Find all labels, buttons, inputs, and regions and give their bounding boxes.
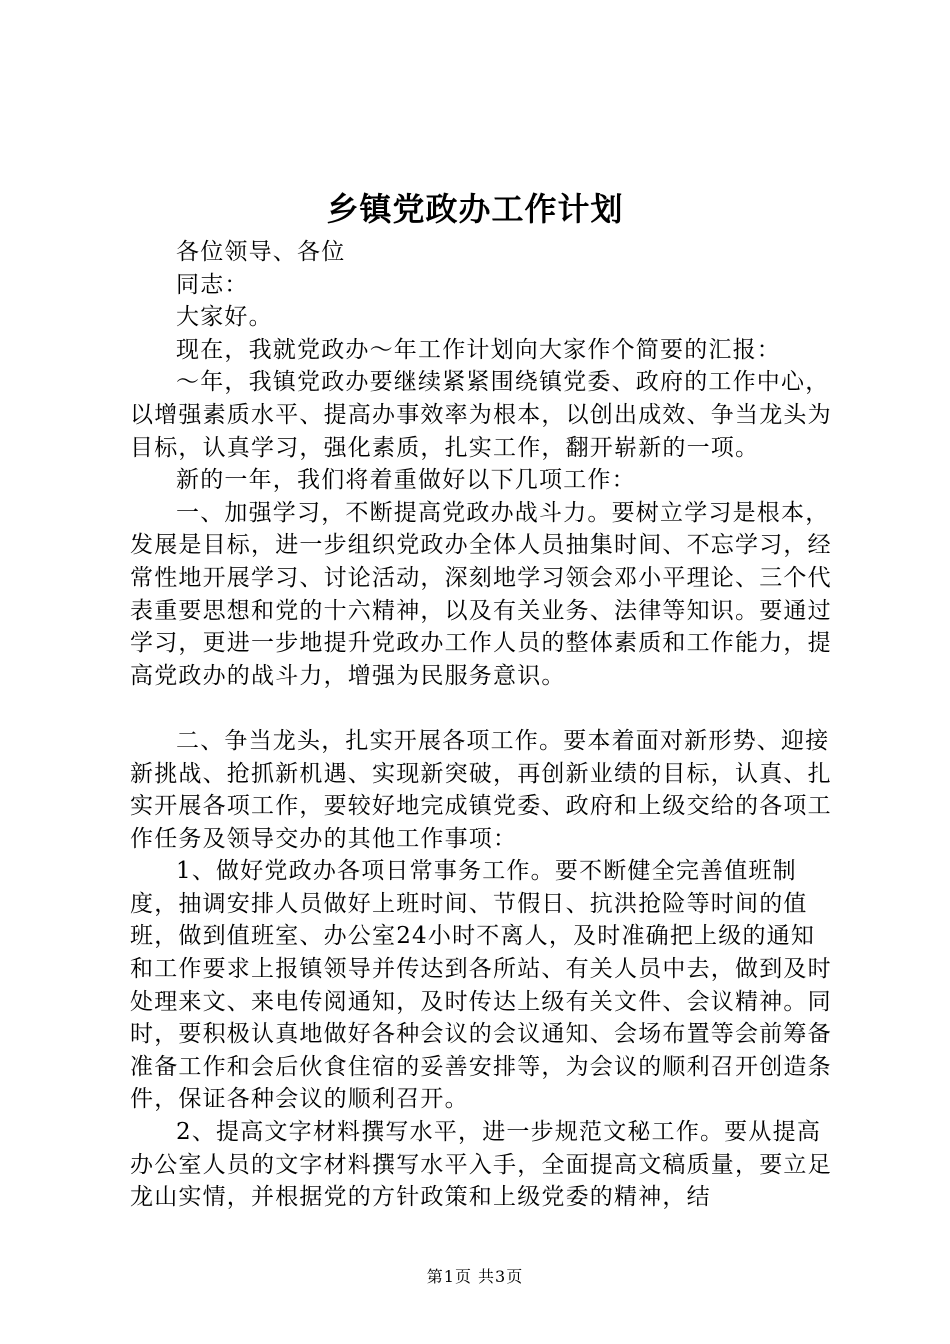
paragraph-greeting-1: 各位领导、各位: [176, 239, 346, 265]
paragraph-greeting-2: 同志：: [176, 271, 249, 298]
document-title: 乡镇党政办工作计划: [326, 190, 624, 228]
paragraph-work-lead: 新的一年，我们将着重做好以下几项工作：: [176, 467, 636, 494]
document-body: [130, 236, 838, 1214]
paragraph-section-1: 一、加强学习，不断提高党政办战斗力。要树立学习是根本，发展是目标，进一步组织党政办全体人员抽集时间、不忘学习，经常性地开展学习、讨论活动，深刻地学习领会邓小平理论、三个代表重要思想和党的十六精神，以及有关业务、法律等知识。要通过学习，更进一步地提升党政办工作人员的整体素质和工作能力，提高党政办的战斗力，增强为民服务意识。: [130, 499, 832, 689]
paragraph-item-2: 2、提高文字材料撰写水平，进一步规范文秘工作。要从提高办公室人员的文字材料撰写水平入手，全面提高文稿质量，要立足龙山实情，并根据党的方针政策和上级党委的精神，结: [130, 1119, 832, 1211]
paragraph-overview: ～年，我镇党政办要继续紧紧围绕镇党委、政府的工作中心，以增强素质水平、提高办事效率为根本，以创出成效、争当龙头为目标，认真学习，强化素质，扎实工作，翻开崭新的一项。: [130, 369, 832, 461]
paragraph-item-1: 1、做好党政办各项日常事务工作。要不断健全完善值班制度，抽调安排人员做好上班时间、节假日、抗洪抢险等时间的值班，做到值班室、办公室24小时不离人，及时准确把上级的通知和工作要求上报镇领导并传达到各所站、有关人员中去，做到及时处理来文、来电传阅通知，及时传达上级有关文件、会议精神。同时，要积极认真地做好各种会议的会议通知、会场布置等会前筹备准备工作和会后伙食住宿的妥善安排等，为会议的顺利召开创造条件，保证各种会议的顺利召开。: [130, 858, 832, 1113]
paragraph-spacer: [130, 692, 838, 725]
paragraph-section-2: 二、争当龙头，扎实开展各项工作。要本着面对新形势、迎接新挑战、抢抓新机遇、实现新突破，再创新业绩的目标，认真、扎实开展各项工作，要较好地完成镇党委、政府和上级交给的各项工作任务及领导交办的其他工作事项：: [130, 727, 832, 852]
paragraph-intro: 现在，我就党政办～年工作计划向大家作个简要的汇报：: [176, 336, 781, 363]
paragraph-greeting-3: 大家好。: [176, 304, 273, 331]
page-footer: 第1页 共3页: [426, 1267, 524, 1286]
